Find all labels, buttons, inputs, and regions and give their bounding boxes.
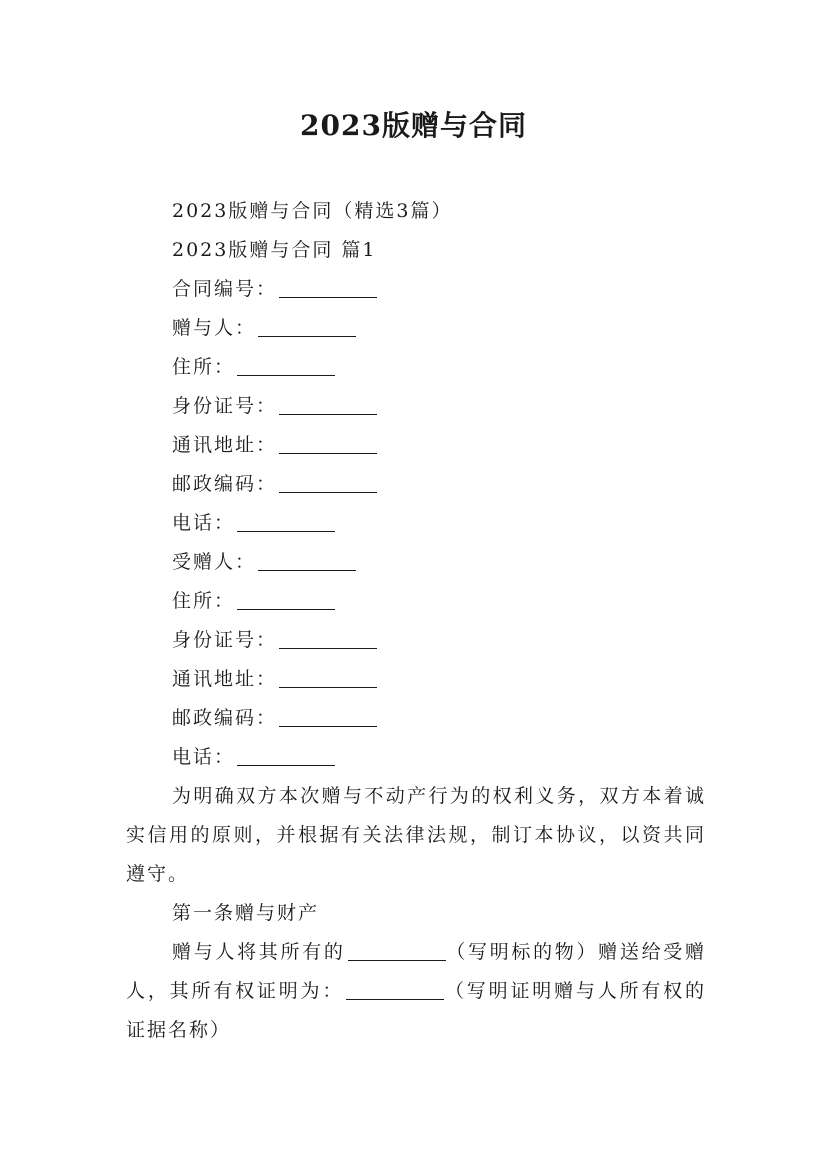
donee-phone-line: [126, 738, 706, 777]
donor-label: 赠与人：: [172, 317, 257, 339]
donee-mail-address-line: [126, 660, 706, 699]
preamble-paragraph: 为明确双方本次赠与不动产行为的权利义务，双方本着诚实信用的原则，并根据有关法律法规，制订本协议，以资共同遵守。: [126, 785, 706, 885]
donee-mail-address-label: 通讯地址：: [172, 668, 278, 690]
subtitle: 2023版赠与合同（精选3篇）: [172, 200, 453, 222]
donor-phone-label: 电话：: [172, 512, 236, 534]
donee-label: 受赠人：: [172, 551, 257, 573]
donee-postcode-blank: [279, 704, 377, 727]
property-blank: [348, 938, 446, 961]
donee-line: [126, 543, 706, 582]
donor-line: [126, 309, 706, 348]
donor-mail-address-blank: [279, 431, 377, 454]
document-title: 2023版赠与合同: [300, 109, 527, 142]
donee-id-label: 身份证号：: [172, 629, 278, 651]
donee-address-blank: [237, 587, 335, 610]
donor-id-label: 身份证号：: [172, 395, 278, 417]
article1-text-part2: （写明标的物）赠送给受赠人，其所有权证明为：: [126, 941, 706, 1002]
donor-phone-line: [126, 504, 706, 543]
donor-postcode-label: 邮政编码：: [172, 473, 278, 495]
donor-mail-address-line: [126, 426, 706, 465]
contract-number-blank: [279, 275, 377, 298]
donee-address-label: 住所：: [172, 590, 236, 612]
donor-postcode-line: [126, 465, 706, 504]
donor-address-line: [126, 348, 706, 387]
donee-phone-label: 电话：: [172, 746, 236, 768]
donee-id-line: [126, 621, 706, 660]
donor-address-blank: [237, 353, 335, 376]
donee-blank: [258, 548, 356, 571]
donor-id-blank: [279, 392, 377, 415]
donor-id-line: [126, 387, 706, 426]
article1-text-part3: （写明证明赠与人所有权的证据名称）: [126, 980, 706, 1041]
donee-phone-blank: [237, 743, 335, 766]
article1-paragraph: [126, 933, 706, 1050]
part-heading: 2023版赠与合同 篇1: [172, 239, 377, 261]
article1-heading: 第一条赠与财产: [172, 902, 320, 924]
ownership-proof-blank: [346, 977, 444, 1000]
document-body: [126, 192, 706, 1050]
contract-number-line: [126, 270, 706, 309]
donee-mail-address-blank: [279, 665, 377, 688]
donee-id-blank: [279, 626, 377, 649]
article1-text-part1: 赠与人将其所有的: [172, 941, 346, 963]
contract-number-label: 合同编号：: [172, 278, 278, 300]
donee-postcode-line: [126, 699, 706, 738]
donor-blank: [258, 314, 356, 337]
donor-address-label: 住所：: [172, 356, 236, 378]
donee-postcode-label: 邮政编码：: [172, 707, 278, 729]
donor-postcode-blank: [279, 470, 377, 493]
donor-mail-address-label: 通讯地址：: [172, 434, 278, 456]
donor-phone-blank: [237, 509, 335, 532]
donee-address-line: [126, 582, 706, 621]
